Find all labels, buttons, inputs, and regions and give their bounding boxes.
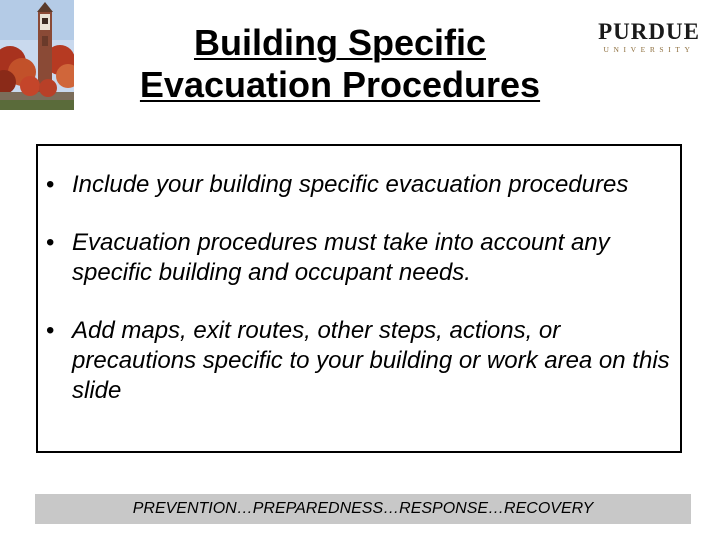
bullet-text: Evacuation procedures must take into account any specific building and occupant needs. [72,229,610,286]
bullet-text: Add maps, exit routes, other steps, actions, or precautions specific to your building or work area on this slide [72,317,670,404]
purdue-logo [598,20,700,55]
bullet-item [46,316,674,406]
logo-subtitle: UNIVERSITY [603,45,695,54]
bullet-text: Include your building specific evacuation procedures [72,171,629,198]
bullet-dot-icon: • [46,229,55,256]
bullet-item [46,228,674,288]
bullet-dot-icon: • [46,317,55,344]
footer-tagline-bar [35,494,691,524]
footer-tagline: PREVENTION…PREPAREDNESS…RESPONSE…RECOVERY [132,500,594,517]
bullet-list [38,146,680,406]
campus-bell-tower-photo [0,0,74,110]
slide-title-line-1: Building Specific [193,22,487,63]
content-box [36,144,682,453]
logo-wordmark: PURDUE [598,19,700,44]
slide-title [100,22,580,106]
bullet-item [46,170,674,200]
bullet-dot-icon: • [46,171,55,198]
slide-title-line-2: Evacuation Procedures [139,64,541,105]
